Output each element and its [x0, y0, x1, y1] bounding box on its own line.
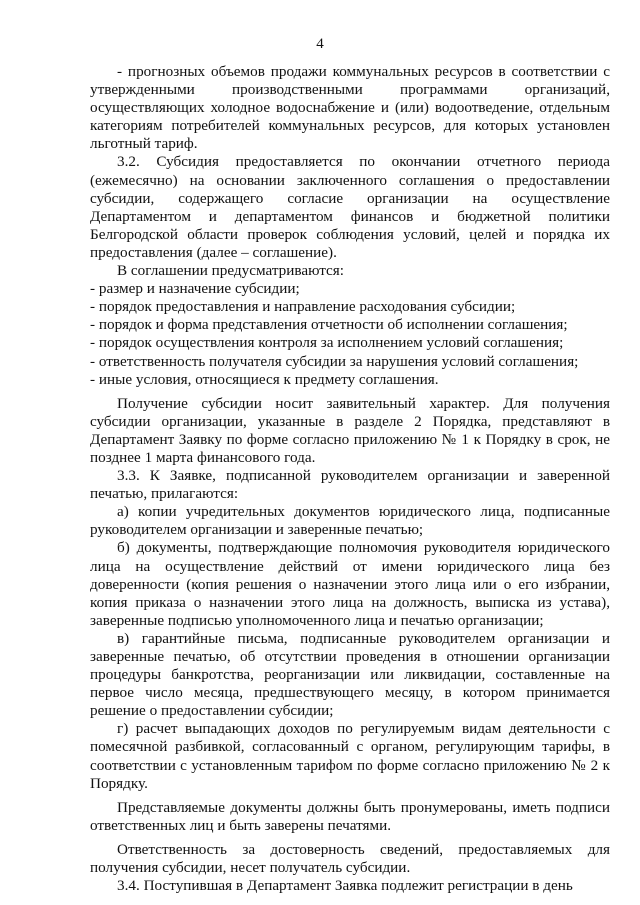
paragraph: Получение субсидии носит заявительный характер. Для получения субсидии организации, указанные в разделе 2 Порядка, представляют в Департамент Заявку по форме согласно приложению № 1 к Порядку в срок, не позднее 1 марта финансового года.: [90, 394, 610, 466]
list-item: - порядок осуществления контроля за исполнением условий соглашения;: [90, 334, 564, 352]
paragraph: - прогнозных объемов продажи коммунальных ресурсов в соответствии с утвержденными производственными программами организаций, осуществляющих холодное водоснабжение и (или) водоотведение, отдельным категориям потребителей коммунальных ресурсов, для которых установлен льготный тариф.: [90, 63, 610, 153]
list-item: - порядок предоставления и направление расходования субсидии;: [90, 298, 516, 316]
list-item: - иные условия, относящиеся к предмету соглашения.: [90, 370, 439, 388]
paragraph: б) документы, подтверждающие полномочия руководителя юридического лица на осуществление действий от имени юридического лица без доверенности (копия решения о назначении этого лица или о его избрании, копия приказа о назначении этого лица на должность, выписка из устава), заверенные подписью уполномоченного лица и печатью организации;: [90, 539, 610, 629]
paragraph: г) расчет выпадающих доходов по регулируемым видам деятельности с помесячной разбивкой, согласованный с органом, регулирующим тарифы, в соответствии с установленным тарифом по форме согласно приложению № 2 к Порядку.: [90, 720, 610, 792]
page-number: 4: [316, 36, 324, 52]
paragraph: Представляемые документы должны быть пронумерованы, иметь подписи ответственных лиц и быть заверены печатями.: [90, 798, 610, 834]
list-item: - порядок и форма представления отчетности об исполнении соглашения;: [90, 316, 568, 334]
document-body: [90, 63, 610, 895]
list-item: - размер и назначение субсидии;: [90, 280, 300, 298]
paragraph: Ответственность за достоверность сведений, предоставляемых для получения субсидии, несет получатель субсидии.: [90, 840, 610, 877]
paragraph: 3.4. Поступившая в Департамент Заявка подлежит регистрации в день: [117, 877, 573, 895]
list-item: - ответственность получателя субсидии за нарушения условий соглашения;: [90, 352, 579, 370]
paragraph: В соглашении предусматриваются:: [117, 262, 345, 280]
paragraph: а) копии учредительных документов юридического лица, подписанные руководителем организации и заверенные печатью;: [90, 503, 610, 539]
paragraph: 3.3. К Заявке, подписанной руководителем организации и заверенной печатью, прилагаются:: [90, 467, 610, 503]
paragraph: 3.2. Субсидия предоставляется по окончании отчетного периода (ежемесячно) на основании заключенного соглашения о предоставлении субсидии, содержащего согласие организации на осуществление Департаментом и департаментом финансов и бюджетной политики Белгородской области проверок соблюдения условий, целей и порядка их предоставления (далее – соглашение).: [90, 153, 610, 261]
paragraph: в) гарантийные письма, подписанные руководителем организации и заверенные печатью, об отсутствии проведения в отношении организации процедуры банкротства, реорганизации или ликвидации, составленные на первое число месяца, предшествующего месяцу, в котором принимается решение о предоставлении субсидии;: [90, 629, 610, 720]
